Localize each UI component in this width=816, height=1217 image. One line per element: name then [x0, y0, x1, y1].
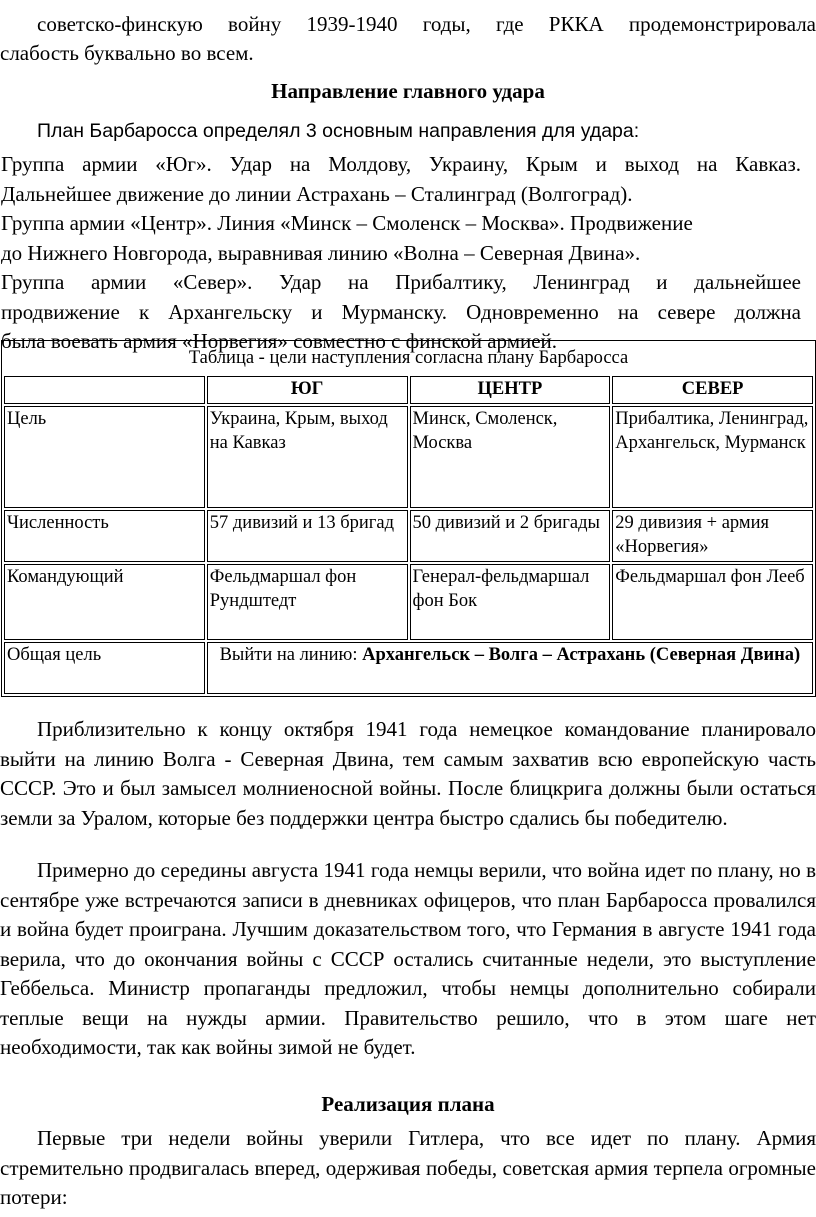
table-header-center: ЦЕНТР: [410, 376, 611, 404]
groups-line-2: Дальнейшее движение до линии Астрахань – Сталинград (Волгоград).: [1, 181, 633, 206]
section-heading-realization: Реализация плана: [321, 1092, 495, 1116]
common-goal-prefix: Выйти на линию:: [219, 645, 363, 665]
cell-center-strength: 50 дивизий и 2 бригады: [410, 510, 611, 562]
cell-north-commander: Фельдмаршал фон Лееб: [612, 564, 813, 640]
table-row: [4, 510, 813, 562]
groups-line-4: до Нижнего Новгорода, выравнивая линию «Волна – Северная Двина».: [1, 240, 641, 265]
army-groups-block: [1, 150, 801, 357]
section-heading-direction: Направление главного удара: [271, 79, 545, 103]
lead-paragraph: План Барбаросса определял 3 основным направления для удара:: [37, 120, 640, 142]
table-header-north: СЕВЕР: [612, 376, 813, 404]
groups-line-3: Группа армии «Центр». Линия «Минск – Смоленск – Москва». Продвижение: [1, 211, 693, 235]
table-caption-row: [4, 343, 813, 374]
row-label-commander: Командующий: [4, 564, 205, 640]
cell-center-goal: Минск, Смоленск, Москва: [410, 406, 611, 508]
row-label-strength: Численность: [4, 510, 205, 562]
table-row: [4, 564, 813, 640]
cell-center-commander: Генерал-фельдмаршал фон Бок: [410, 564, 611, 640]
paragraph-goebbels: Примерно до середины августа 1941 года немцы верили, что война идет по плану, но в сентябре уже встречаются записи в дневниках офицеров, что план Барбаросса провалился и война будет проиграна. Лучшим доказательством того, что Германия в августе 1941 года верила, что до окончания войны с СССР остались считанные недели, это выступление Геббельса. Министр пропаганды предложил, чтобы немцы дополнительно собирали теплые вещи на нужды армии. Правительство решило, что в этом шаге нет необходимости, так как войны зимой не будет.: [0, 858, 816, 1059]
paragraph-realization: Первые три недели войны уверили Гитлера, что все идет по плану. Армия стремительно продвигалась вперед, одерживая победы, советская армия терпела огромные потери:: [0, 1126, 816, 1209]
table-caption: Таблица - цели наступления согласна плану Барбаросса: [188, 348, 629, 368]
row-label-goal: Цель: [4, 406, 205, 508]
table-header-empty: [4, 376, 205, 404]
intro-line-1: советско-финскую войну 1939-1940 годы, где РККА продемонстрировала: [37, 12, 816, 36]
barbarossa-table: [1, 340, 816, 697]
intro-line-2: слабость буквально во всем.: [0, 41, 254, 65]
cell-common-goal: [207, 642, 813, 694]
common-goal-line: Архангельск – Волга – Астрахань (Северная Двина): [362, 645, 801, 665]
row-label-common-goal: Общая цель: [4, 642, 205, 694]
groups-line-6: продвижение к Архангельску и Мурманску. Одновременно на севере должна: [1, 299, 801, 324]
intro-paragraph: [0, 10, 816, 68]
groups-line-5: Группа армии «Север». Удар на Прибалтику, Ленинград и дальнейшее: [1, 270, 801, 294]
cell-north-goal: Прибалтика, Ленинград, Архангельск, Мурманск: [612, 406, 813, 508]
table-row: [4, 406, 813, 508]
groups-line-7: была воевать армия «Норвегия» совместно с финской армией.: [1, 329, 558, 353]
cell-south-commander: Фельдмаршал фон Рундштедт: [207, 564, 408, 640]
cell-south-strength: 57 дивизий и 13 бригад: [207, 510, 408, 562]
table-header-south: ЮГ: [207, 376, 408, 404]
groups-line-1: Группа армии «Юг». Удар на Молдову, Украину, Крым и выход на Кавказ.: [1, 152, 801, 176]
table-header-row: [4, 376, 813, 404]
paragraph-plan-deadline: Приблизительно к концу октября 1941 года немецкое командование планировало выйти на линию Волга - Северная Двина, тем самым захватив всю европейскую часть СССР. Это и был замысел молниеносной войны. После блицкрига должны были остаться земли за Уралом, которые без поддержки центра быстро сдались бы победителю.: [0, 717, 816, 830]
table-row: [4, 642, 813, 694]
cell-south-goal: Украина, Крым, выход на Кавказ: [207, 406, 408, 508]
cell-north-strength: 29 дивизия + армия «Норвегия»: [612, 510, 813, 562]
